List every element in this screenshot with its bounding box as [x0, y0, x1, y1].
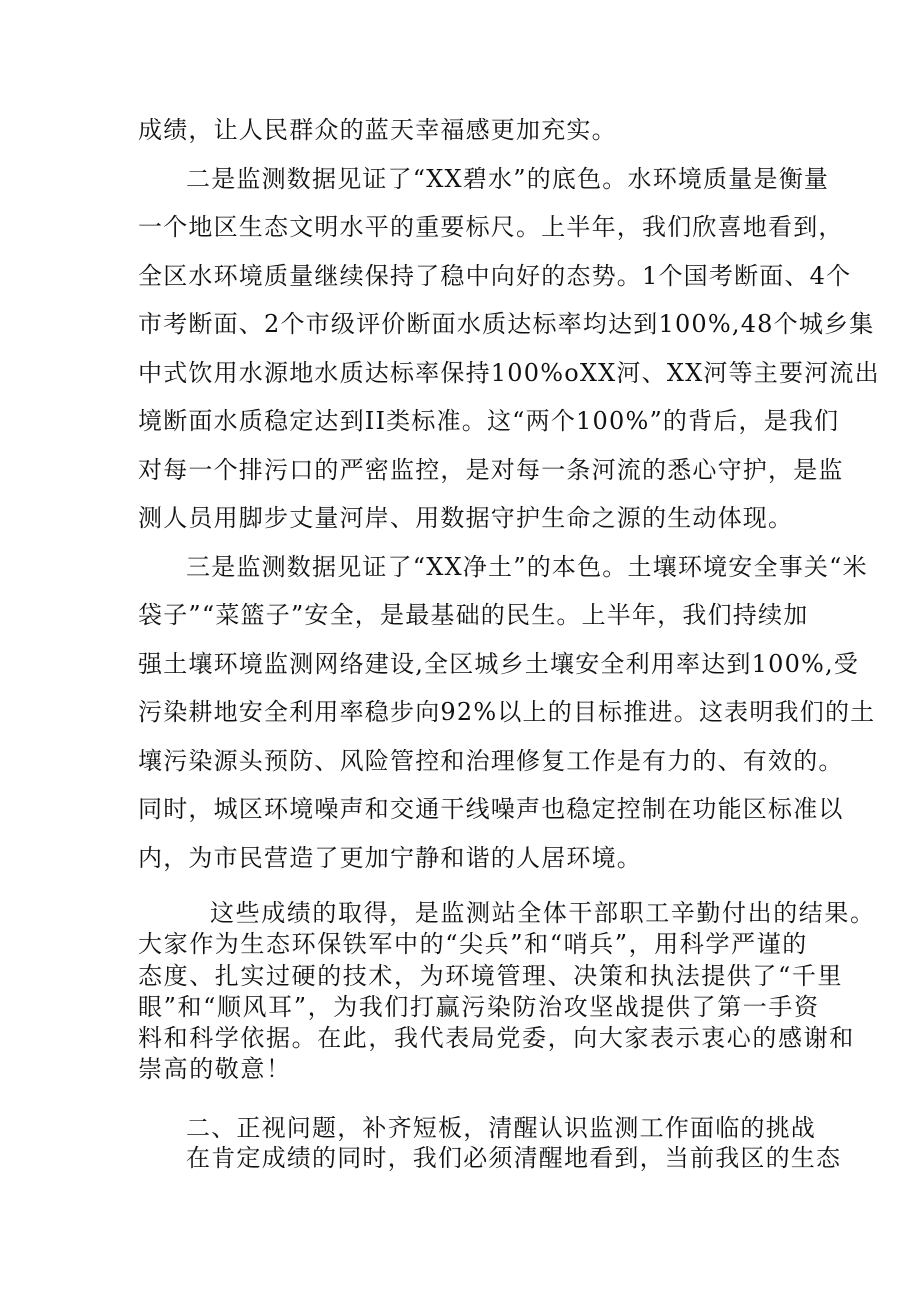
- text-line: 中式饮用水源地水质达标率保持100%oXX河、XX河等主要河流出: [138, 358, 880, 387]
- text-line: 眼”和“顺风耳”，为我们打赢污染防治攻坚战提供了第一手资: [138, 992, 820, 1021]
- body-text-upper: [138, 106, 880, 882]
- text-line: 三是监测数据见证了“XX净土”的本色。土壤环境安全事关“米: [186, 552, 868, 581]
- text-line: 崇高的敬意！: [138, 1055, 292, 1084]
- text-line: 袋子”“菜篮子”安全，是最基础的民生。上半年，我们持续加: [138, 601, 809, 629]
- text-line: 内，为市民营造了更加宁静和谐的人居环境。: [138, 843, 642, 872]
- closing-paragraph: [138, 1134, 842, 1183]
- paragraph-water-quality: [138, 155, 880, 543]
- closing-line: 在肯定成绩的同时，我们必须清醒地看到，当前我区的生态: [186, 1144, 842, 1172]
- text-line: 态度、扎实过硬的技术，为环境管理、决策和执法提供了“千里: [138, 961, 844, 990]
- text-line: 壤污染源头预防、风险管控和治理修复工作是有力的、有效的。: [138, 746, 844, 775]
- text-line: 污染耕地安全利用率稳步向92%以上的目标推进。这表明我们的土: [138, 698, 876, 726]
- text-line: 市考断面、2个市级评价断面水质达标率均达到100%,48个城乡集: [138, 310, 875, 338]
- text-line: 二是监测数据见证了“XX碧水”的底色。水环境质量是衡量: [186, 164, 830, 193]
- text-line: 测人员用脚步丈量河岸、用数据守护生命之源的生动体现。: [138, 504, 794, 532]
- text-line: 对每一个排污口的严密监控，是对每一条河流的悉心守护，是监: [138, 455, 844, 484]
- paragraph-achievement-intro-end: [138, 106, 790, 155]
- paragraph-thanks: [138, 898, 876, 1086]
- paragraph-soil-quality: [138, 543, 876, 883]
- section-heading: 二、正视问题，补齐短板，清醒认识监测工作面临的挑战: [186, 1114, 816, 1142]
- text-line: 大家作为生态环保铁军中的“尖兵”和“哨兵”，用科学严谨的: [138, 930, 808, 959]
- text-line: 料和科学依据。在此，我代表局党委，向大家表示衷心的感谢和: [138, 1024, 855, 1053]
- text-line: 强土壤环境监测网络建设,全区城乡土壤安全利用率达到100%,受: [138, 649, 860, 678]
- text-line: 全区水环境质量继续保持了稳中向好的态势。1个国考断面、4个: [138, 261, 852, 290]
- body-text-lower: [138, 898, 876, 1086]
- text-line: 一个地区生态文明水平的重要标尺。上半年，我们欣喜地看到，: [138, 213, 844, 241]
- text-line: 成绩，让人民群众的蓝天幸福感更加充实。: [138, 116, 617, 144]
- text-line: 境断面水质稳定达到II类标准。这“两个100%”的背后，是我们: [138, 407, 840, 435]
- text-line: 同时，城区环境噪声和交通干线噪声也稳定控制在功能区标准以: [138, 795, 844, 823]
- text-line: 这些成绩的取得，是监测站全体干部职工辛勤付出的结果。: [210, 899, 876, 927]
